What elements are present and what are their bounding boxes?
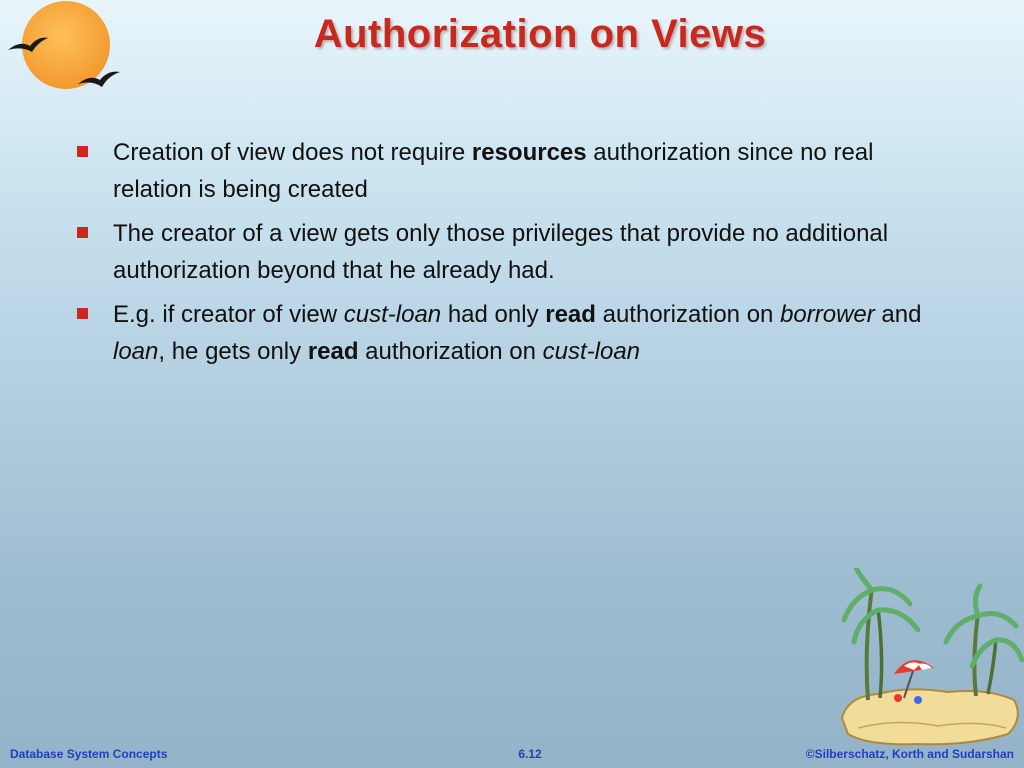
footer-copyright: ©Silberschatz, Korth and Sudarshan [805,747,1014,761]
footer-course-name: Database System Concepts [10,747,168,761]
bullet-item [75,215,935,289]
slide-title: Authorization on Views [313,12,767,56]
bullet-item [75,296,935,370]
bullet-text: E.g. if creator of view cust-loan had only read authorization on borrower and loan, he gets only read authorization on cust-loan [113,301,922,365]
palm-island-icon [838,568,1024,748]
bullet-text: The creator of a view gets only those privileges that provide no additional authorization beyond that he already had. [113,220,889,284]
square-bullet-icon [77,227,88,238]
bullet-item [75,134,935,208]
square-bullet-icon [77,308,88,319]
bullet-list [75,134,935,377]
square-bullet-icon [77,146,88,157]
footer-slide-number: 6.12 [518,747,542,761]
sun-with-birds-icon [0,0,130,100]
bullet-text: Creation of view does not require resources authorization since no real relation is being created [113,139,874,203]
